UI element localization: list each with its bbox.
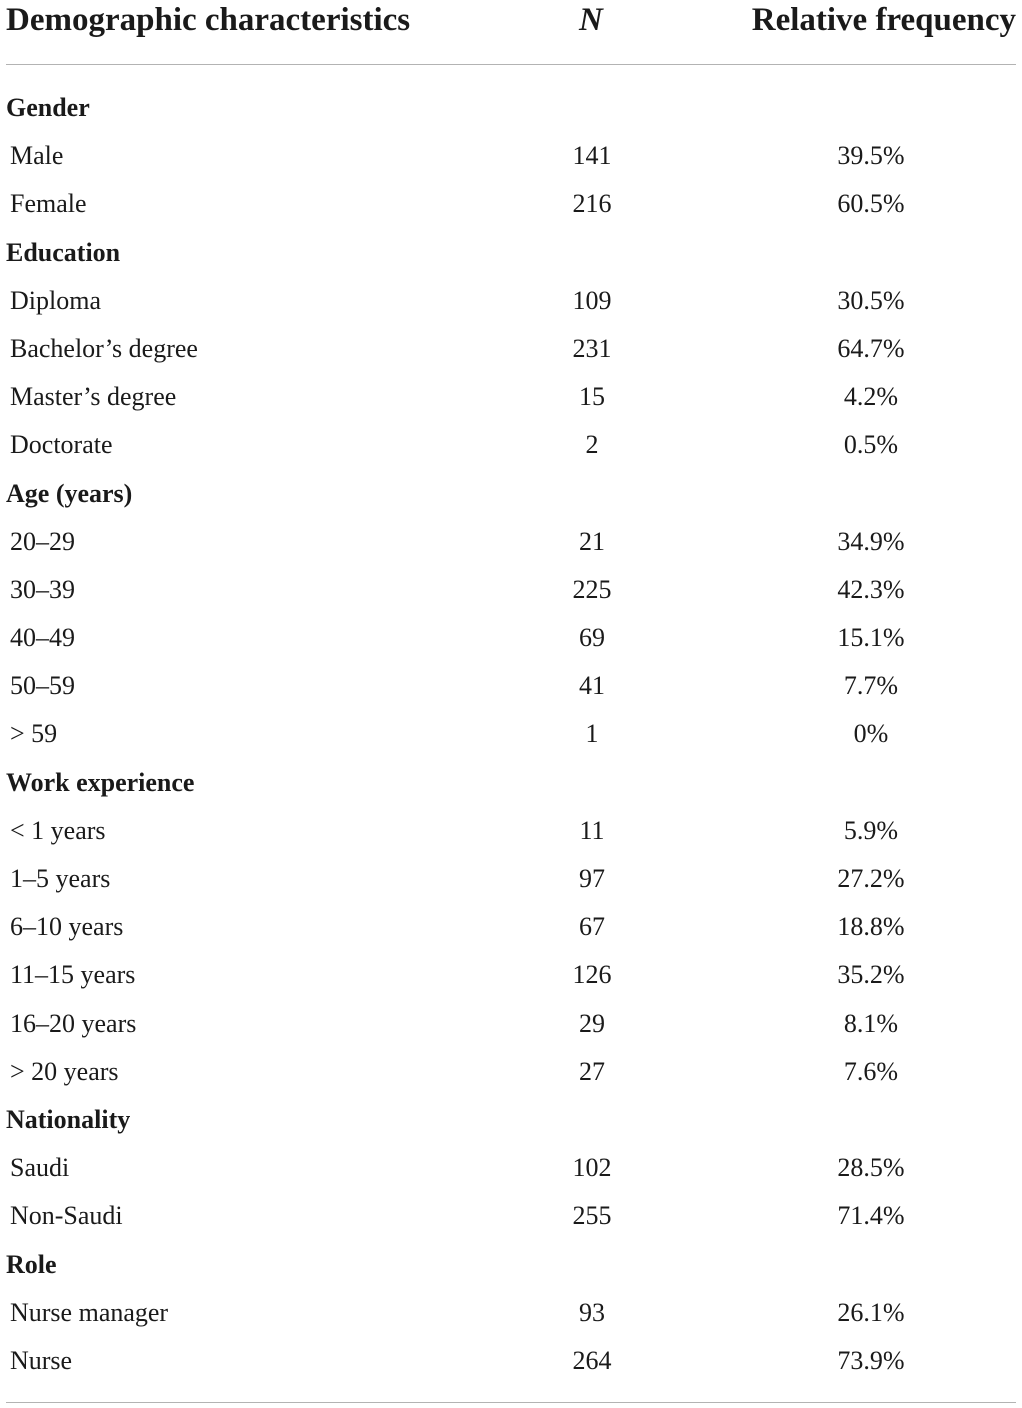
section-header-row xyxy=(0,231,1022,279)
table-row xyxy=(0,327,1022,375)
n-cell: 15 xyxy=(579,382,605,412)
table-row xyxy=(0,520,1022,568)
row-label: Diploma xyxy=(10,285,101,315)
row-label: 20–29 xyxy=(10,526,75,556)
relative-frequency-cell: 60.5% xyxy=(837,189,905,219)
section-label: Age (years) xyxy=(6,478,133,508)
table-row xyxy=(0,1002,1022,1050)
n-cell: 27 xyxy=(579,1056,605,1086)
row-label: 6–10 years xyxy=(10,912,124,942)
section-label: Nationality xyxy=(6,1104,131,1134)
table-row xyxy=(0,857,1022,905)
row-label: 1–5 years xyxy=(10,864,111,893)
table-row xyxy=(0,905,1022,953)
n-cell: 69 xyxy=(579,623,605,653)
row-label: Master’s degree xyxy=(10,382,177,412)
table-row xyxy=(0,809,1022,857)
relative-frequency-cell: 8.1% xyxy=(843,1008,899,1038)
row-label: 30–39 xyxy=(10,574,75,604)
table-row xyxy=(0,1146,1022,1194)
table-body xyxy=(0,86,1022,1387)
table-row xyxy=(0,664,1022,712)
n-cell: 141 xyxy=(572,141,612,171)
n-cell: 2 xyxy=(585,430,599,460)
row-label: > 59 xyxy=(10,719,58,749)
table-header xyxy=(0,0,1022,44)
section-header-row xyxy=(0,472,1022,520)
row-label: Nurse xyxy=(10,1345,73,1375)
row-label: Doctorate xyxy=(10,430,113,460)
row-label: Non-Saudi xyxy=(10,1201,123,1231)
relative-frequency-cell: 26.1% xyxy=(837,1297,905,1327)
header-divider xyxy=(6,64,1016,65)
table-row xyxy=(0,616,1022,664)
table-row xyxy=(0,953,1022,1001)
n-cell: 67 xyxy=(579,912,605,942)
relative-frequency-cell: 42.3% xyxy=(837,574,905,604)
relative-frequency-cell: 7.6% xyxy=(843,1056,899,1086)
table-row xyxy=(0,279,1022,327)
section-label: Education xyxy=(6,237,121,267)
n-cell: 231 xyxy=(572,333,612,363)
row-label: 50–59 xyxy=(10,671,75,701)
relative-frequency-cell: 27.2% xyxy=(837,864,905,893)
row-label: 40–49 xyxy=(10,623,75,653)
n-cell: 109 xyxy=(572,285,612,315)
row-label: Female xyxy=(10,189,87,219)
n-cell: 255 xyxy=(572,1201,612,1231)
table-row xyxy=(0,1339,1022,1387)
row-label: Male xyxy=(10,141,64,171)
section-label: Role xyxy=(6,1249,57,1279)
row-label: Nurse manager xyxy=(10,1297,169,1327)
n-cell: 11 xyxy=(579,815,605,845)
n-cell: 216 xyxy=(572,189,612,219)
row-label: 11–15 years xyxy=(10,960,136,990)
section-label: Gender xyxy=(6,93,90,122)
n-cell: 225 xyxy=(572,574,612,604)
row-label: < 1 years xyxy=(10,815,106,845)
table-row xyxy=(0,1291,1022,1339)
table-row xyxy=(0,375,1022,423)
relative-frequency-cell: 0.5% xyxy=(843,430,899,460)
relative-frequency-cell: 39.5% xyxy=(837,141,905,171)
n-cell: 97 xyxy=(579,864,605,893)
relative-frequency-cell: 73.9% xyxy=(837,1345,905,1375)
table-row xyxy=(0,568,1022,616)
section-label: Work experience xyxy=(6,767,195,797)
header-characteristics: Demographic characteristics xyxy=(6,2,411,38)
n-cell: 41 xyxy=(579,671,605,701)
table-row xyxy=(0,1194,1022,1242)
relative-frequency-cell: 28.5% xyxy=(837,1153,905,1183)
section-header-row xyxy=(0,86,1022,134)
table-row xyxy=(0,134,1022,182)
row-label: > 20 years xyxy=(10,1056,119,1086)
section-header-row xyxy=(0,761,1022,809)
relative-frequency-cell: 7.7% xyxy=(843,671,899,701)
n-cell: 264 xyxy=(572,1345,612,1375)
n-cell: 29 xyxy=(579,1008,605,1038)
section-header-row xyxy=(0,1098,1022,1146)
table-row xyxy=(0,1050,1022,1098)
row-label: Saudi xyxy=(10,1153,70,1183)
n-cell: 1 xyxy=(585,719,599,749)
n-cell: 126 xyxy=(572,960,612,990)
section-header-row xyxy=(0,1243,1022,1291)
relative-frequency-cell: 0% xyxy=(853,719,889,749)
row-label: Bachelor’s degree xyxy=(10,333,198,363)
n-cell: 93 xyxy=(579,1297,605,1327)
header-relative-frequency: Relative frequency xyxy=(751,2,1016,38)
relative-frequency-cell: 30.5% xyxy=(837,285,905,315)
relative-frequency-cell: 18.8% xyxy=(837,912,905,942)
table-row xyxy=(0,712,1022,760)
table-row xyxy=(0,182,1022,230)
relative-frequency-cell: 35.2% xyxy=(837,960,905,990)
relative-frequency-cell: 15.1% xyxy=(837,623,905,653)
row-label: 16–20 years xyxy=(10,1008,137,1038)
n-cell: 102 xyxy=(572,1153,612,1183)
header-n: N xyxy=(579,2,603,38)
n-cell: 21 xyxy=(579,526,605,556)
relative-frequency-cell: 71.4% xyxy=(837,1201,905,1231)
relative-frequency-cell: 64.7% xyxy=(837,333,905,363)
table-row xyxy=(0,423,1022,471)
bottom-divider xyxy=(6,1402,1016,1403)
relative-frequency-cell: 34.9% xyxy=(837,526,905,556)
relative-frequency-cell: 5.9% xyxy=(843,815,899,845)
relative-frequency-cell: 4.2% xyxy=(843,382,899,412)
